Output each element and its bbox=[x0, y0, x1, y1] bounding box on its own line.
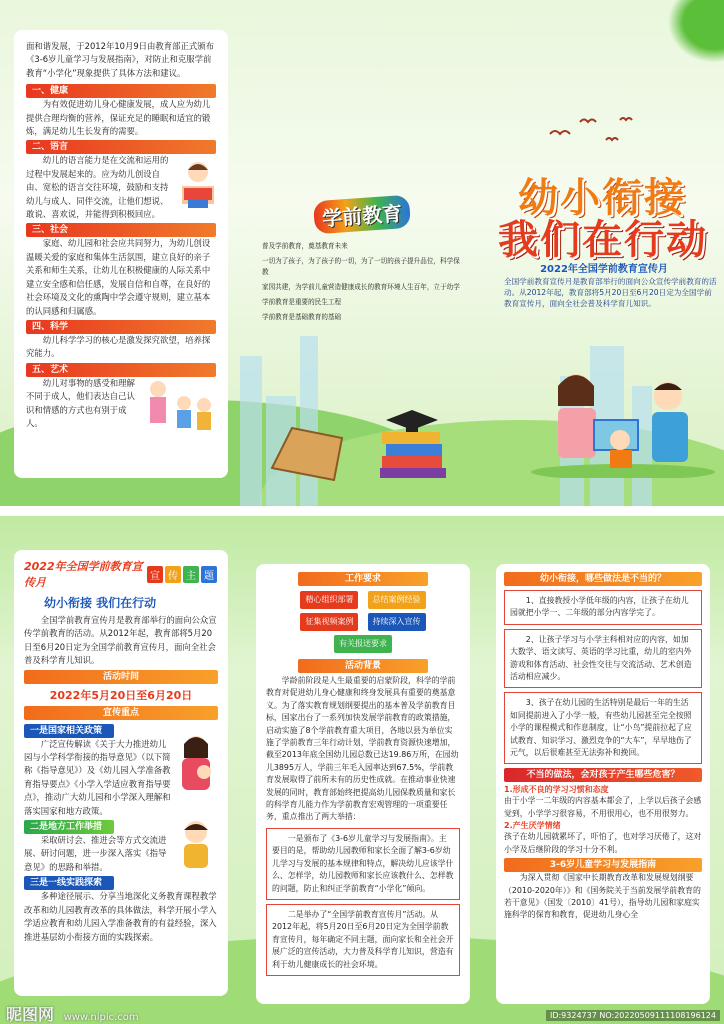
requirement-tag: 精心组织部署 bbox=[300, 591, 358, 609]
reading-child-illustration bbox=[178, 156, 218, 212]
slogan-item: 普及学前教育，奠基教育未来 bbox=[262, 242, 348, 250]
slogan-item: 学前教育是基础教育的基础 bbox=[262, 313, 342, 321]
policy-text: 广泛宣传解读《关于大力推进幼儿园与小学科学衔接的指导意见》（以下简称《指导意见》）及《幼儿园入学准备教育指导要点》《小学入学适应教育指导要点》，推动广大幼儿园和小学深入理解和落实国家和地方政策。 bbox=[24, 738, 171, 816]
banner-title: 2022年全国学前教育宣传月 bbox=[24, 560, 143, 589]
theme-heading: 幼小衔接 我们在行动 bbox=[44, 596, 157, 610]
panel-slogans bbox=[262, 198, 462, 327]
publicity-intro: 全国学前教育宣传月是教育部举行的面向公众宣传学前教育的活动。从2012年起，教育部将5月20日至6月20日定为全国学前教育宣传月，面向全社会普及科学育儿知识。 bbox=[24, 615, 217, 666]
requirement-tag: 持续深入宣传 bbox=[368, 613, 426, 631]
intro-text: 面和谐发展，于2012年10月9日由教育部正式颁布《3-6岁儿童学习与发展指南》，对防止和克服学前教育“小学化”现象提供了具体方法和建议。 bbox=[26, 41, 215, 78]
panel-requirements bbox=[256, 564, 470, 1004]
background-text: 学龄前阶段是人生最重要的启蒙阶段，科学的学前教育对促进幼儿身心健康和终身发展具有重要的奠基意义。为了落实教育规划纲要提出的基本普及学前教育目标，国家出台了一系列加快发展学前教育的政策措施，启动实施了8个学前教育重大项目，各地以县为单位实施了学前教育三年行动计划，学前教育资源快速增加，截至2013年底全国幼儿园总数已达19.86万所，在园幼儿3895万人，学前三年毛入园率达到67.5%，学前教育发展取得了前所未有的历史性成就。在推动事业快速发展的同时，教育部始终把提高幼儿园保教质量和家长的科学育儿能力作为学前教育宏观管理的一项重要任务，重点推出了两大举措： bbox=[266, 676, 459, 822]
watermark-logo bbox=[6, 1002, 139, 1024]
teacher-children-illustration bbox=[140, 377, 220, 435]
family-reading-illustration bbox=[528, 360, 718, 478]
books-bag-illustration bbox=[262, 408, 452, 488]
section-heading-language: 二、语言 bbox=[26, 140, 216, 154]
time-value: 2022年5月20日至6月20日 bbox=[49, 688, 193, 702]
harm-heading: 不当的做法，会对孩子产生哪些危害？ bbox=[504, 768, 702, 782]
badge-text: 学前教育 bbox=[313, 195, 411, 235]
theme-char: 主 bbox=[183, 566, 199, 583]
harm-text: 由于小学一二年级的内容基本都会了，上学以后孩子会感觉到，小学学习很容易，不用很用心，也不用很努力。 bbox=[504, 796, 702, 818]
local-text: 采取研讨会、推进会等方式交流进展、研讨问题，进一步深入落实《指导意见》的思路和举措。 bbox=[24, 835, 167, 872]
section-text-science: 幼儿科学学习的核心是激发探究欲望，培养探究能力。 bbox=[26, 334, 211, 359]
watermark-url: www.nipic.com bbox=[63, 1012, 139, 1023]
top-sheet bbox=[0, 0, 724, 506]
guide-heading: 3-6岁儿童学习与发展指南 bbox=[504, 858, 702, 872]
harm-subheading: 2.产生厌学情绪 bbox=[504, 821, 561, 831]
cover-title-line2: 我们在行动 bbox=[498, 216, 708, 263]
practice-text: 多种途径展示、分享当地深化义务教育课程教学改革和幼儿园教育改革的具体做法，科学开展小学入学适应教育和幼儿园入学准备教育的有益经验，深入推进基层幼小衔接方面的实践探索。 bbox=[24, 891, 217, 942]
harm-subheading: 1.形成不良的学习习惯和态度 bbox=[504, 785, 609, 795]
wrong-item-text: 1、直接教授小学低年级的内容，让孩子在幼儿园就把小学一、二年级的部分内容学完了。 bbox=[510, 596, 689, 618]
panel-transition-tips bbox=[496, 564, 710, 1004]
policy-heading: 一是国家相关政策 bbox=[24, 724, 114, 738]
slogan-item: 一切为了孩子，为了孩子的一切，为了一切的孩子提升品位，科学保教 bbox=[262, 257, 460, 276]
background-heading: 活动背景 bbox=[298, 659, 428, 673]
section-text-society: 家庭、幼儿园和社会应共同努力，为幼儿创设温暖关爱的家庭和集体生活氛围，建立良好的亲子关系和师生关系，让幼儿在积极健康的人际关系中建立安全感和信任感，发展自信和自尊，在良好的社会环境及文化的熏陶中学会遵守规则，建立基本的认同感和归属感。 bbox=[26, 238, 211, 316]
measure-box bbox=[266, 904, 460, 976]
slogan-item: 家园共建，为学前儿童营造健康成长的教育环境人生百年，立于幼学 bbox=[262, 283, 460, 291]
wrong-item-text: 2、让孩子学习与小学主科相对应的内容，如加大数学、语文读写、英语的学习比重，幼儿的室内外游戏和体育活动、社会性交往与交流活动、艺术创造活动相应减少。 bbox=[510, 634, 692, 682]
local-heading: 二是地方工作举措 bbox=[24, 820, 114, 834]
measure-text: 一是颁布了《3-6岁儿童学习与发展指南》。主要目的是，帮助幼儿园教师和家长全面了解3-6岁幼儿学习与发展的基本规律和特点，解决幼儿应该学什么、怎样学，幼儿园教师和家长应该教什么、怎样教的问题，防止和纠正学前教育“小学化”倾向。 bbox=[272, 833, 454, 893]
mother-child-illustration bbox=[174, 732, 218, 794]
theme-char: 题 bbox=[201, 566, 217, 583]
boy-illustration bbox=[176, 818, 216, 872]
section-heading-art: 五、艺术 bbox=[26, 363, 216, 377]
time-heading: 活动时间 bbox=[24, 670, 218, 684]
cover-panel bbox=[484, 0, 724, 506]
building bbox=[240, 356, 262, 506]
requirement-tag: 有关报送要求 bbox=[334, 635, 392, 653]
wrong-item bbox=[504, 629, 702, 689]
wrong-practices-heading: 幼小衔接，哪些做法是不当的？ bbox=[504, 572, 702, 586]
theme-char: 宣 bbox=[147, 566, 163, 583]
requirement-tag: 征集视频案例 bbox=[300, 613, 358, 631]
requirement-tags bbox=[266, 589, 460, 655]
harm-text: 孩子在幼儿园就累坏了，吓怕了，也对学习厌倦了，这对小学及后继阶段的学习十分不利。 bbox=[504, 832, 702, 854]
practice-heading: 三是一线实践探索 bbox=[24, 876, 114, 890]
measure-text: 二是举办了“全国学前教育宣传月”活动。从2012年起，将5月20日至6月20日定为全国学前教育宣传月，每年确定不同主题，面向家长和全社会开展广泛的宣传活动，大力普及科学育儿知识，营造有利于幼儿健康成长的社会环境。 bbox=[272, 909, 454, 969]
panel-publicity bbox=[14, 550, 228, 996]
section-heading-science: 四、科学 bbox=[26, 320, 216, 334]
preschool-badge bbox=[262, 198, 462, 231]
wrong-item bbox=[504, 692, 702, 764]
fold-gap bbox=[0, 506, 724, 516]
theme-char: 传 bbox=[165, 566, 181, 583]
section-text-language: 幼儿的语言能力是在交流和运用的过程中发展起来的。应为幼儿创设自由、宽松的语言交往环境，鼓励和支持幼儿与成人、同伴交流，让他们想说、敢说、喜欢说，并能得到积极回应。 bbox=[26, 155, 169, 220]
watermark-logo-text: 昵图网 bbox=[6, 1005, 55, 1024]
requirements-heading: 工作要求 bbox=[298, 572, 428, 586]
section-text-art: 幼儿对事物的感受和理解不同于成人，他们表达自己认识和情感的方式也有别于成人。 bbox=[26, 377, 135, 428]
cover-description: 全国学前教育宣传月是教育部举行的面向公众宣传学前教育的活动。从2012年起，教育部将5月20日至6月20日定为全国学前教育宣传月，面向全社会普及科学育儿知识。 bbox=[504, 277, 717, 309]
section-text-health: 为有效促进幼儿身心健康发展，成人应为幼儿提供合理均衡的营养，保证充足的睡眠和适宜的锻炼，满足幼儿生长发育的需要。 bbox=[26, 99, 211, 137]
focus-heading: 宣传重点 bbox=[24, 706, 218, 720]
watermark-id: ID:9324737 NO:20220509111108196124 bbox=[546, 1010, 720, 1021]
wrong-item bbox=[504, 590, 702, 625]
section-heading-health: 一、健康 bbox=[26, 84, 216, 98]
measure-box bbox=[266, 828, 460, 900]
birds-decoration bbox=[546, 112, 636, 152]
panel-development-guide bbox=[14, 30, 228, 478]
section-heading-society: 三、社会 bbox=[26, 223, 216, 237]
cover-subtitle: 2022年全国学前教育宣传月 bbox=[540, 264, 668, 275]
guide-text: 为深入贯彻《国家中长期教育改革和发展规划纲要（2010-2020年）》和《国务院关于当前发展学前教育的若干意见》（国发〔2010〕41号），指导幼儿园和家庭实施科学的保育和教育，促进幼儿身心全 bbox=[504, 873, 701, 920]
bottom-sheet bbox=[0, 516, 724, 1024]
slogan-item: 学前教育是重要的民生工程 bbox=[262, 298, 342, 306]
publicity-banner bbox=[24, 558, 218, 590]
wrong-item-text: 3、孩子在幼儿园的生活特别是最后一年的生活如同提前进入了小学一般，有些幼儿园甚至完全按照小学的课程模式和作息制度，让“小鸟”提前拉起了应试教育、知识学习、激烈竞争的“大车”，早早地伤了元气，以后很难甚至无法弥补和挽回。 bbox=[510, 698, 692, 758]
requirement-tag: 总结案例经验 bbox=[368, 591, 426, 609]
cover-title-line1: 幼小衔接 bbox=[518, 174, 686, 221]
